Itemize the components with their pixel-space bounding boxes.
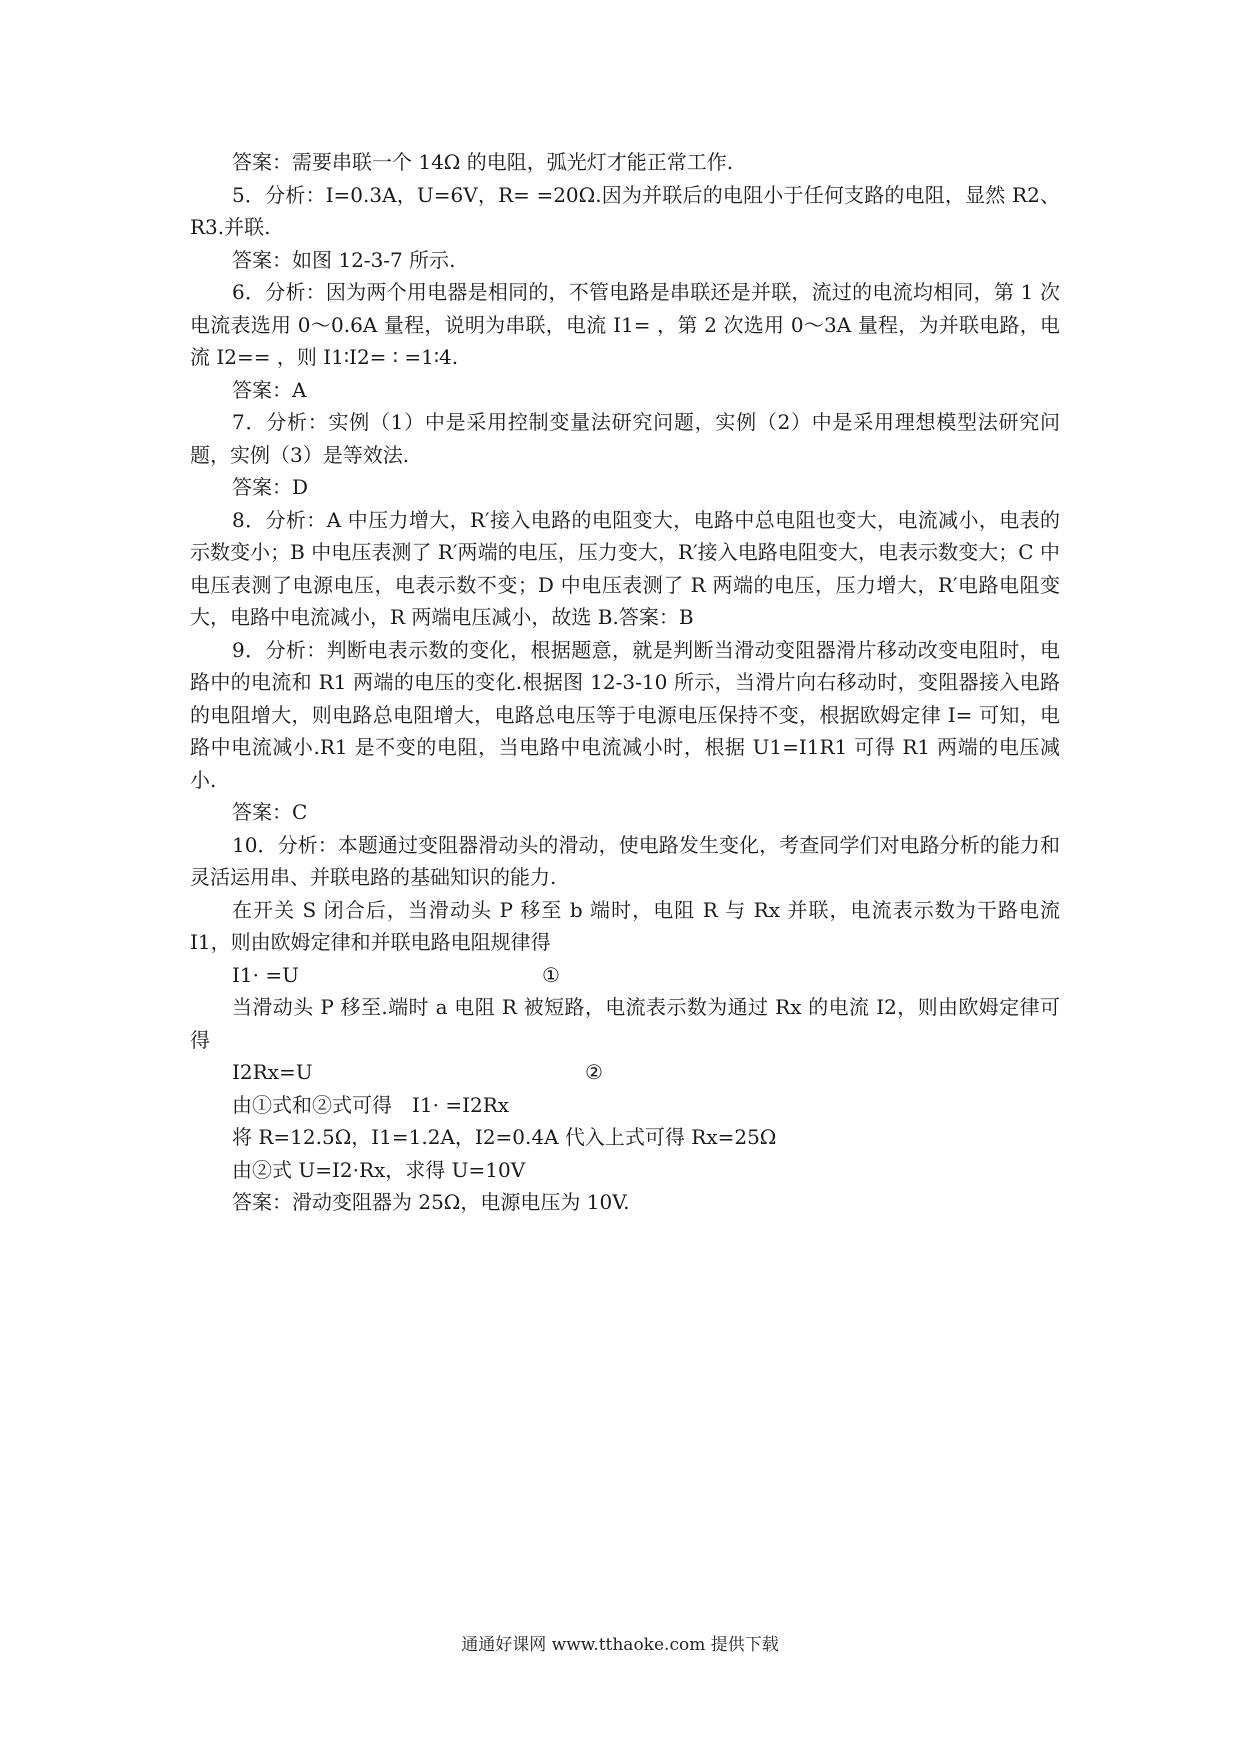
answer-line: 答案：滑动变阻器为 25Ω，电源电压为 10V.: [232, 1190, 630, 1214]
equation-2: [190, 1056, 1060, 1089]
equation-marker: ①: [542, 962, 560, 987]
equation-marker: ②: [585, 1060, 603, 1084]
paragraph: 答案：需要串联一个 14Ω 的电阻，弧光灯才能正常工作.: [232, 150, 734, 174]
paragraph: 答案：如图 12-3-7 所示.: [232, 247, 456, 272]
paragraph: 当滑动头 P 移至.端时 a 电阻 R 被短路，电流表示数为通过 Rx 的电流 I2，则由欧姆定律可得: [190, 995, 1060, 1052]
equation-text: I2Rx=U: [232, 1060, 313, 1084]
paragraph: 答案：C: [232, 800, 308, 824]
derivation-line: 由②式 U=I2·Rx，求得 U=10V: [232, 1157, 526, 1182]
equation-1: [190, 959, 1060, 992]
paragraph: 在开关 S 闭合后，当滑动头 P 移至 b 端时，电阻 R 与 Rx 并联，电流表示数为干路电流 I1，则由欧姆定律和并联电路电阻规律得: [190, 897, 1060, 954]
paragraph: 5．分析：I=0.3A，U=6V，R= =20Ω.因为并联后的电阻小于任何支路的电阻，显然 R2、R3.并联.: [190, 182, 1060, 239]
derivation-line: 由①式和②式可得 I1· =I2Rx: [232, 1092, 510, 1117]
paragraph: 答案：A: [232, 377, 307, 402]
paragraph: 9．分析：判断电表示数的变化，根据题意，就是判断当滑动变阻器滑片移动改变电阻时，电路中的电流和 R1 两端的电压的变化.根据图 12-3-10 所示，当滑片向右移动时，变阻器接入电路的电阻增大，则电路总电阻增大，电路总电压等于电源电压保持不变，根据欧姆定律 I= 可知，电路中电流减小.R1 是不变的电阻，当电路中电流减小时，根据 U1=I1R1 可得 R1 两端的电压减小.: [190, 637, 1060, 792]
page-footer: 通通好课网 www.tthaoke.com 提供下载: [461, 1635, 779, 1655]
derivation-line: 将 R=12.5Ω，I1=1.2A，I2=0.4A 代入上式可得 Rx=25Ω: [232, 1125, 777, 1149]
document-body: [190, 146, 1060, 1219]
paragraph: 7．分析：实例（1）中是采用控制变量法研究问题，实例（2）中是采用理想模型法研究问题，实例（3）是等效法.: [190, 410, 1060, 467]
equation-text: I1· =U: [232, 962, 299, 987]
paragraph: 6．分析：因为两个用电器是相同的，不管电路是串联还是并联，流过的电流均相同，第 1 次电流表选用 0～0.6A 量程，说明为串联，电流 I1= ，第 2 次选用 0～3A 量程，为并联电路，电流 I2== ，则 I1∶I2= ∶ =1∶4.: [190, 280, 1060, 369]
paragraph: 10．分析：本题通过变阻器滑动头的滑动，使电路发生变化，考查同学们对电路分析的能力和灵活运用串、并联电路的基础知识的能力.: [190, 832, 1060, 889]
paragraph: 答案：D: [232, 475, 309, 499]
paragraph: 8．分析：A 中压力增大，R′接入电路的电阻变大，电路中总电阻也变大，电流减小，电表的示数变小；B 中电压表测了 R′两端的电压，压力变大，R′接入电路电阻变大，电表示数变大；C 中电压表测了电源电压，电表示数不变；D 中电压表测了 R 两端的电压，压力增大，R′电路电阻变大，电路中电流减小，R 两端电压减小，故选 B.答案：B: [190, 507, 1060, 629]
